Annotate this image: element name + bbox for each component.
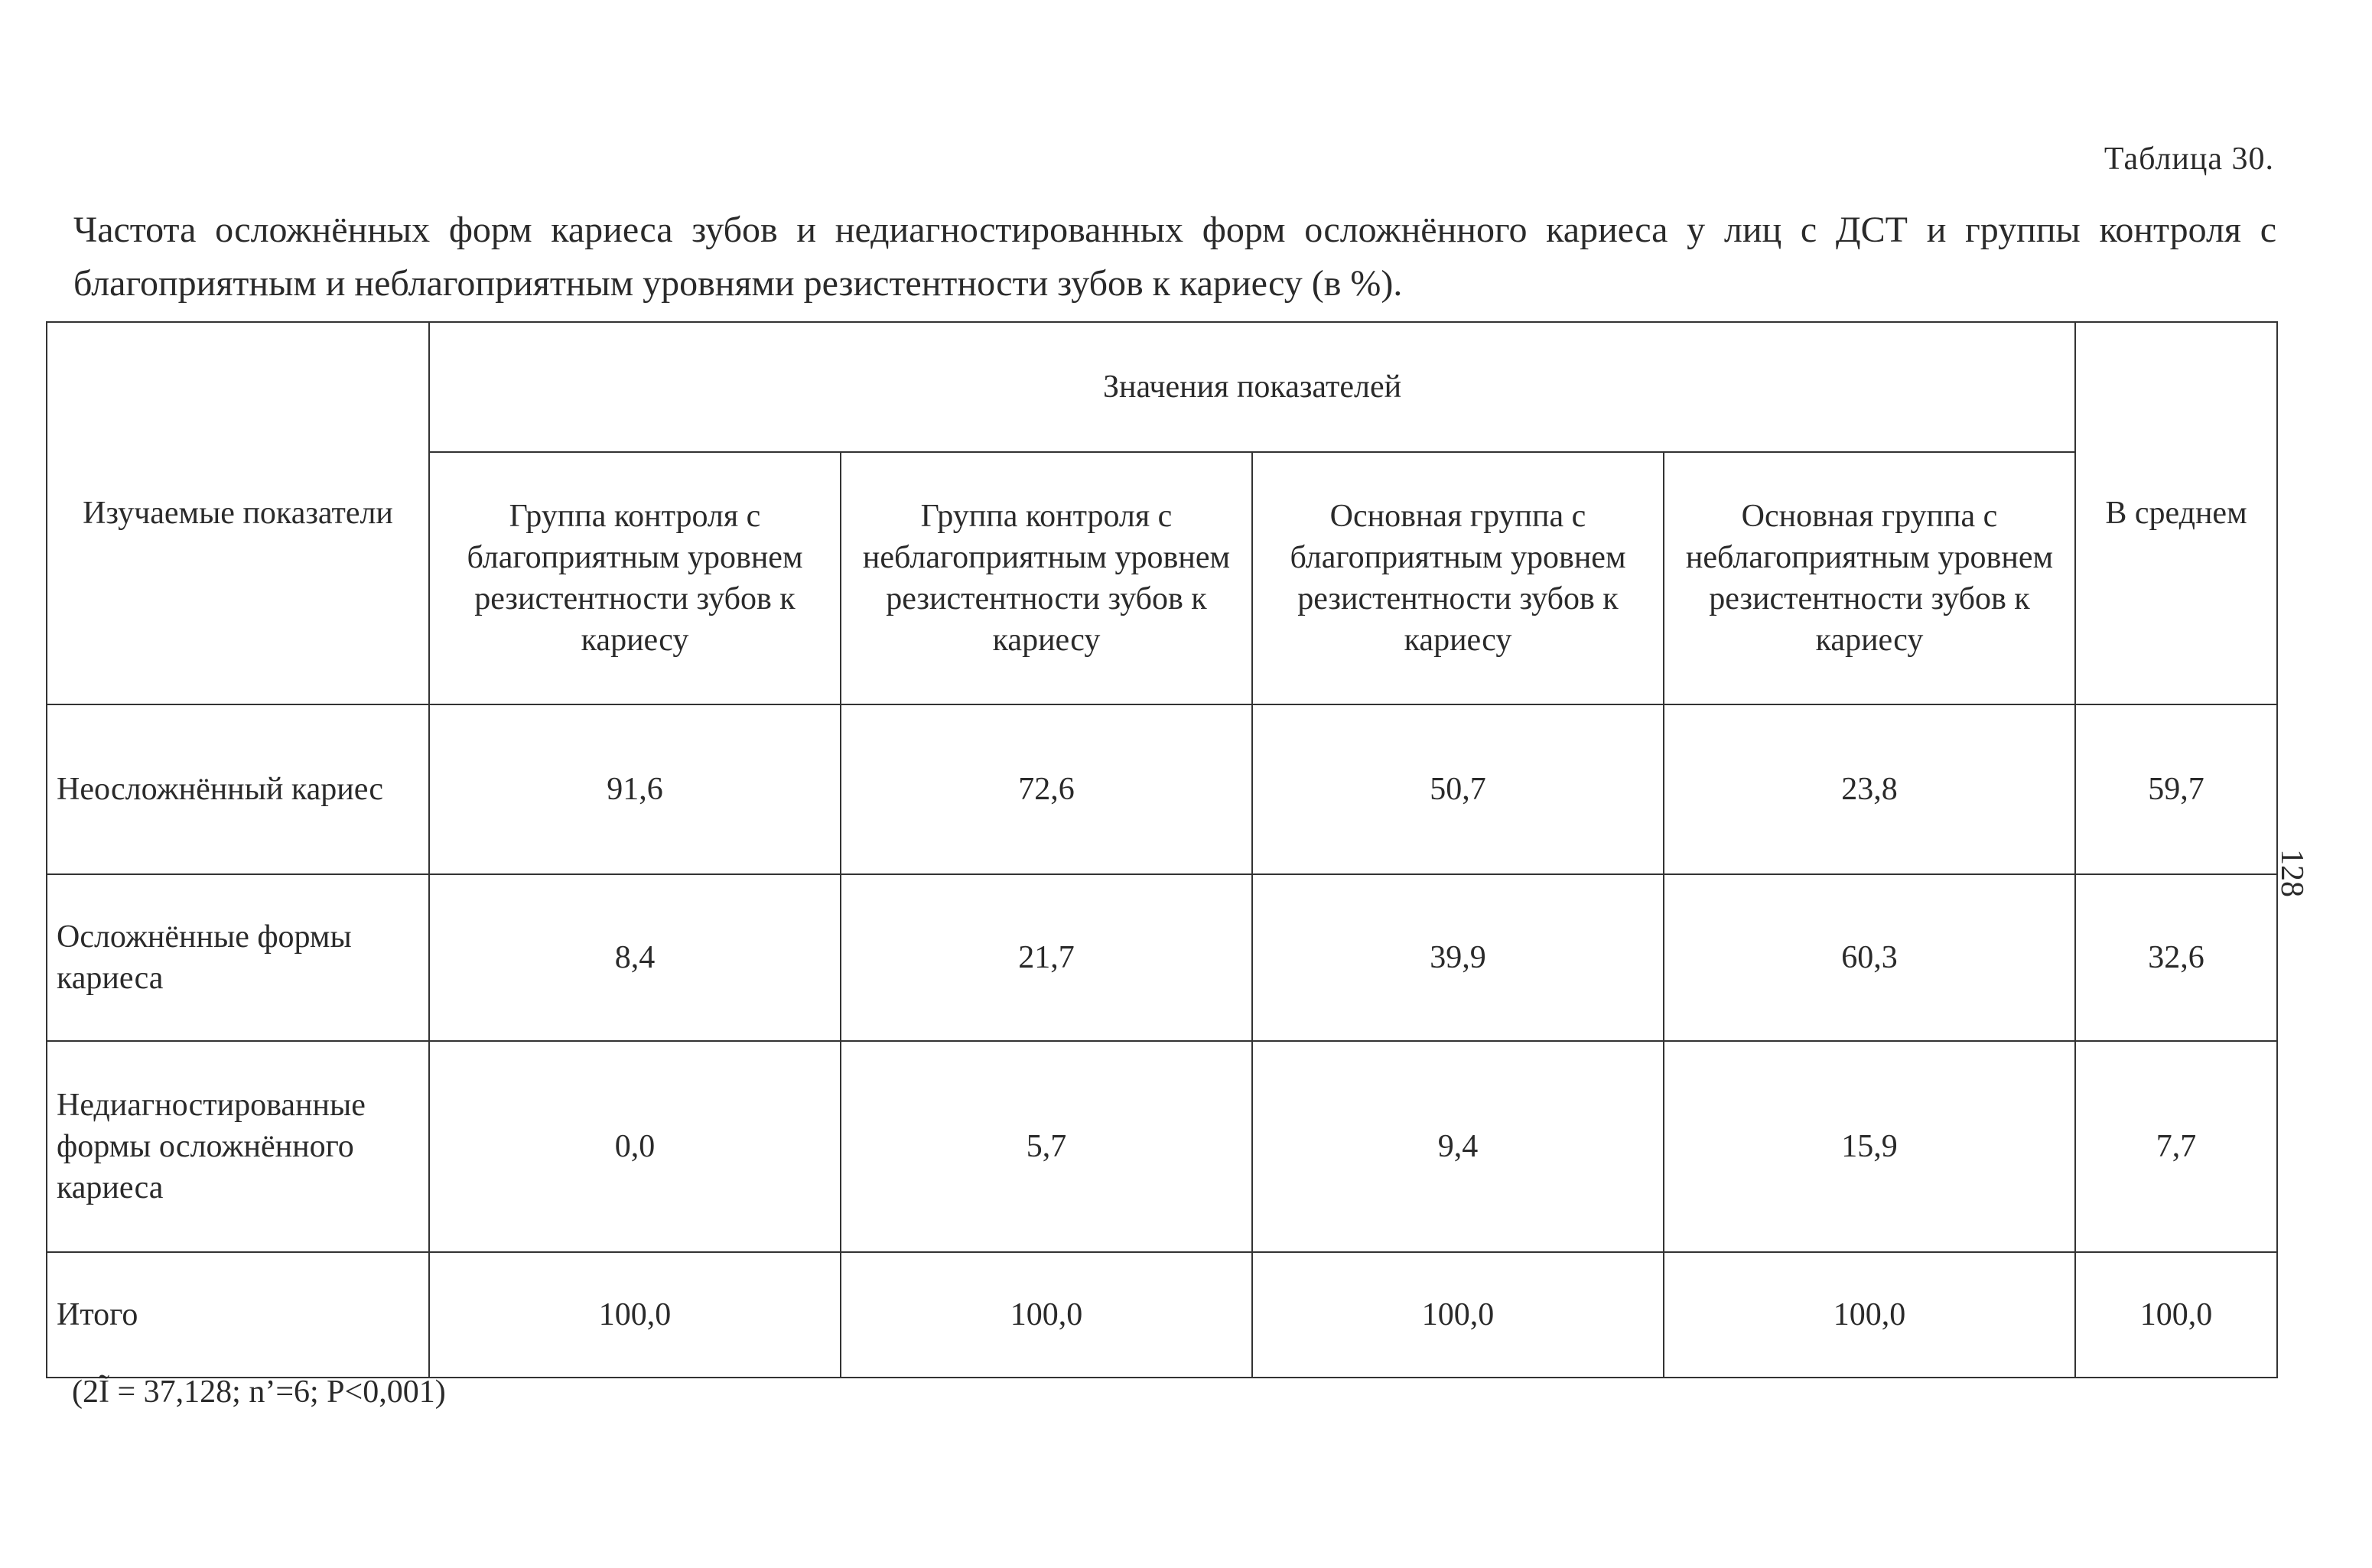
table-cell: 100,0 [1664, 1252, 2075, 1378]
table-cell: 50,7 [1252, 704, 1664, 874]
header-group: Основная группа с благоприятным уровнем резистентности зубов к кариесу [1252, 452, 1664, 704]
row-label: Итого [47, 1252, 429, 1378]
table-cell: 100,0 [429, 1252, 841, 1378]
average-cell: 59,7 [2075, 704, 2277, 874]
header-group: Группа контроля с благоприятным уровнем резистентности зубов к кариесу [429, 452, 841, 704]
average-cell: 32,6 [2075, 874, 2277, 1041]
table-cell: 23,8 [1664, 704, 2075, 874]
table-row-total [47, 1252, 2277, 1378]
table-row [47, 874, 2277, 1041]
table-row [47, 704, 2277, 874]
table-cell: 8,4 [429, 874, 841, 1041]
row-label: Неосложнённый кариес [47, 704, 429, 874]
table-cell: 21,7 [841, 874, 1252, 1041]
table-cell: 9,4 [1252, 1041, 1664, 1252]
table-cell: 91,6 [429, 704, 841, 874]
row-label: Недиагностированные формы осложнённого кариеса [47, 1041, 429, 1252]
page-number: 128 [2274, 849, 2309, 897]
header-group: Группа контроля с неблагоприятным уровнем резистентности зубов к кариесу [841, 452, 1252, 704]
average-cell: 100,0 [2075, 1252, 2277, 1378]
header-indicators: Изучаемые показатели [47, 322, 429, 704]
table-cell: 5,7 [841, 1041, 1252, 1252]
header-values: Значения показателей [429, 322, 2075, 452]
table-cell: 60,3 [1664, 874, 2075, 1041]
statistics-footnote: (2Ĩ = 37,128; n’=6; P<0,001) [72, 1374, 446, 1410]
table-caption: Частота осложнённых форм кариеса зубов и недиагностированных форм осложнённого кариеса у лиц с ДСТ и группы контроля с благоприятным и неблагоприятным уровнями резистентности зубов к кариесу (в %). [73, 210, 2276, 304]
average-cell: 7,7 [2075, 1041, 2277, 1252]
table-cell: 15,9 [1664, 1041, 2075, 1252]
table-cell: 0,0 [429, 1041, 841, 1252]
data-table [46, 321, 2278, 1378]
table-label: Таблица 30. [2104, 142, 2274, 177]
table-cell: 39,9 [1252, 874, 1664, 1041]
table-cell: 100,0 [1252, 1252, 1664, 1378]
table-cell: 72,6 [841, 704, 1252, 874]
row-label: Осложнённые формы кариеса [47, 874, 429, 1041]
table-row [47, 1041, 2277, 1252]
header-row-top [47, 322, 2277, 452]
header-group: Основная группа с неблагоприятным уровнем резистентности зубов к кариесу [1664, 452, 2075, 704]
table-cell: 100,0 [841, 1252, 1252, 1378]
header-average: В среднем [2075, 322, 2277, 704]
